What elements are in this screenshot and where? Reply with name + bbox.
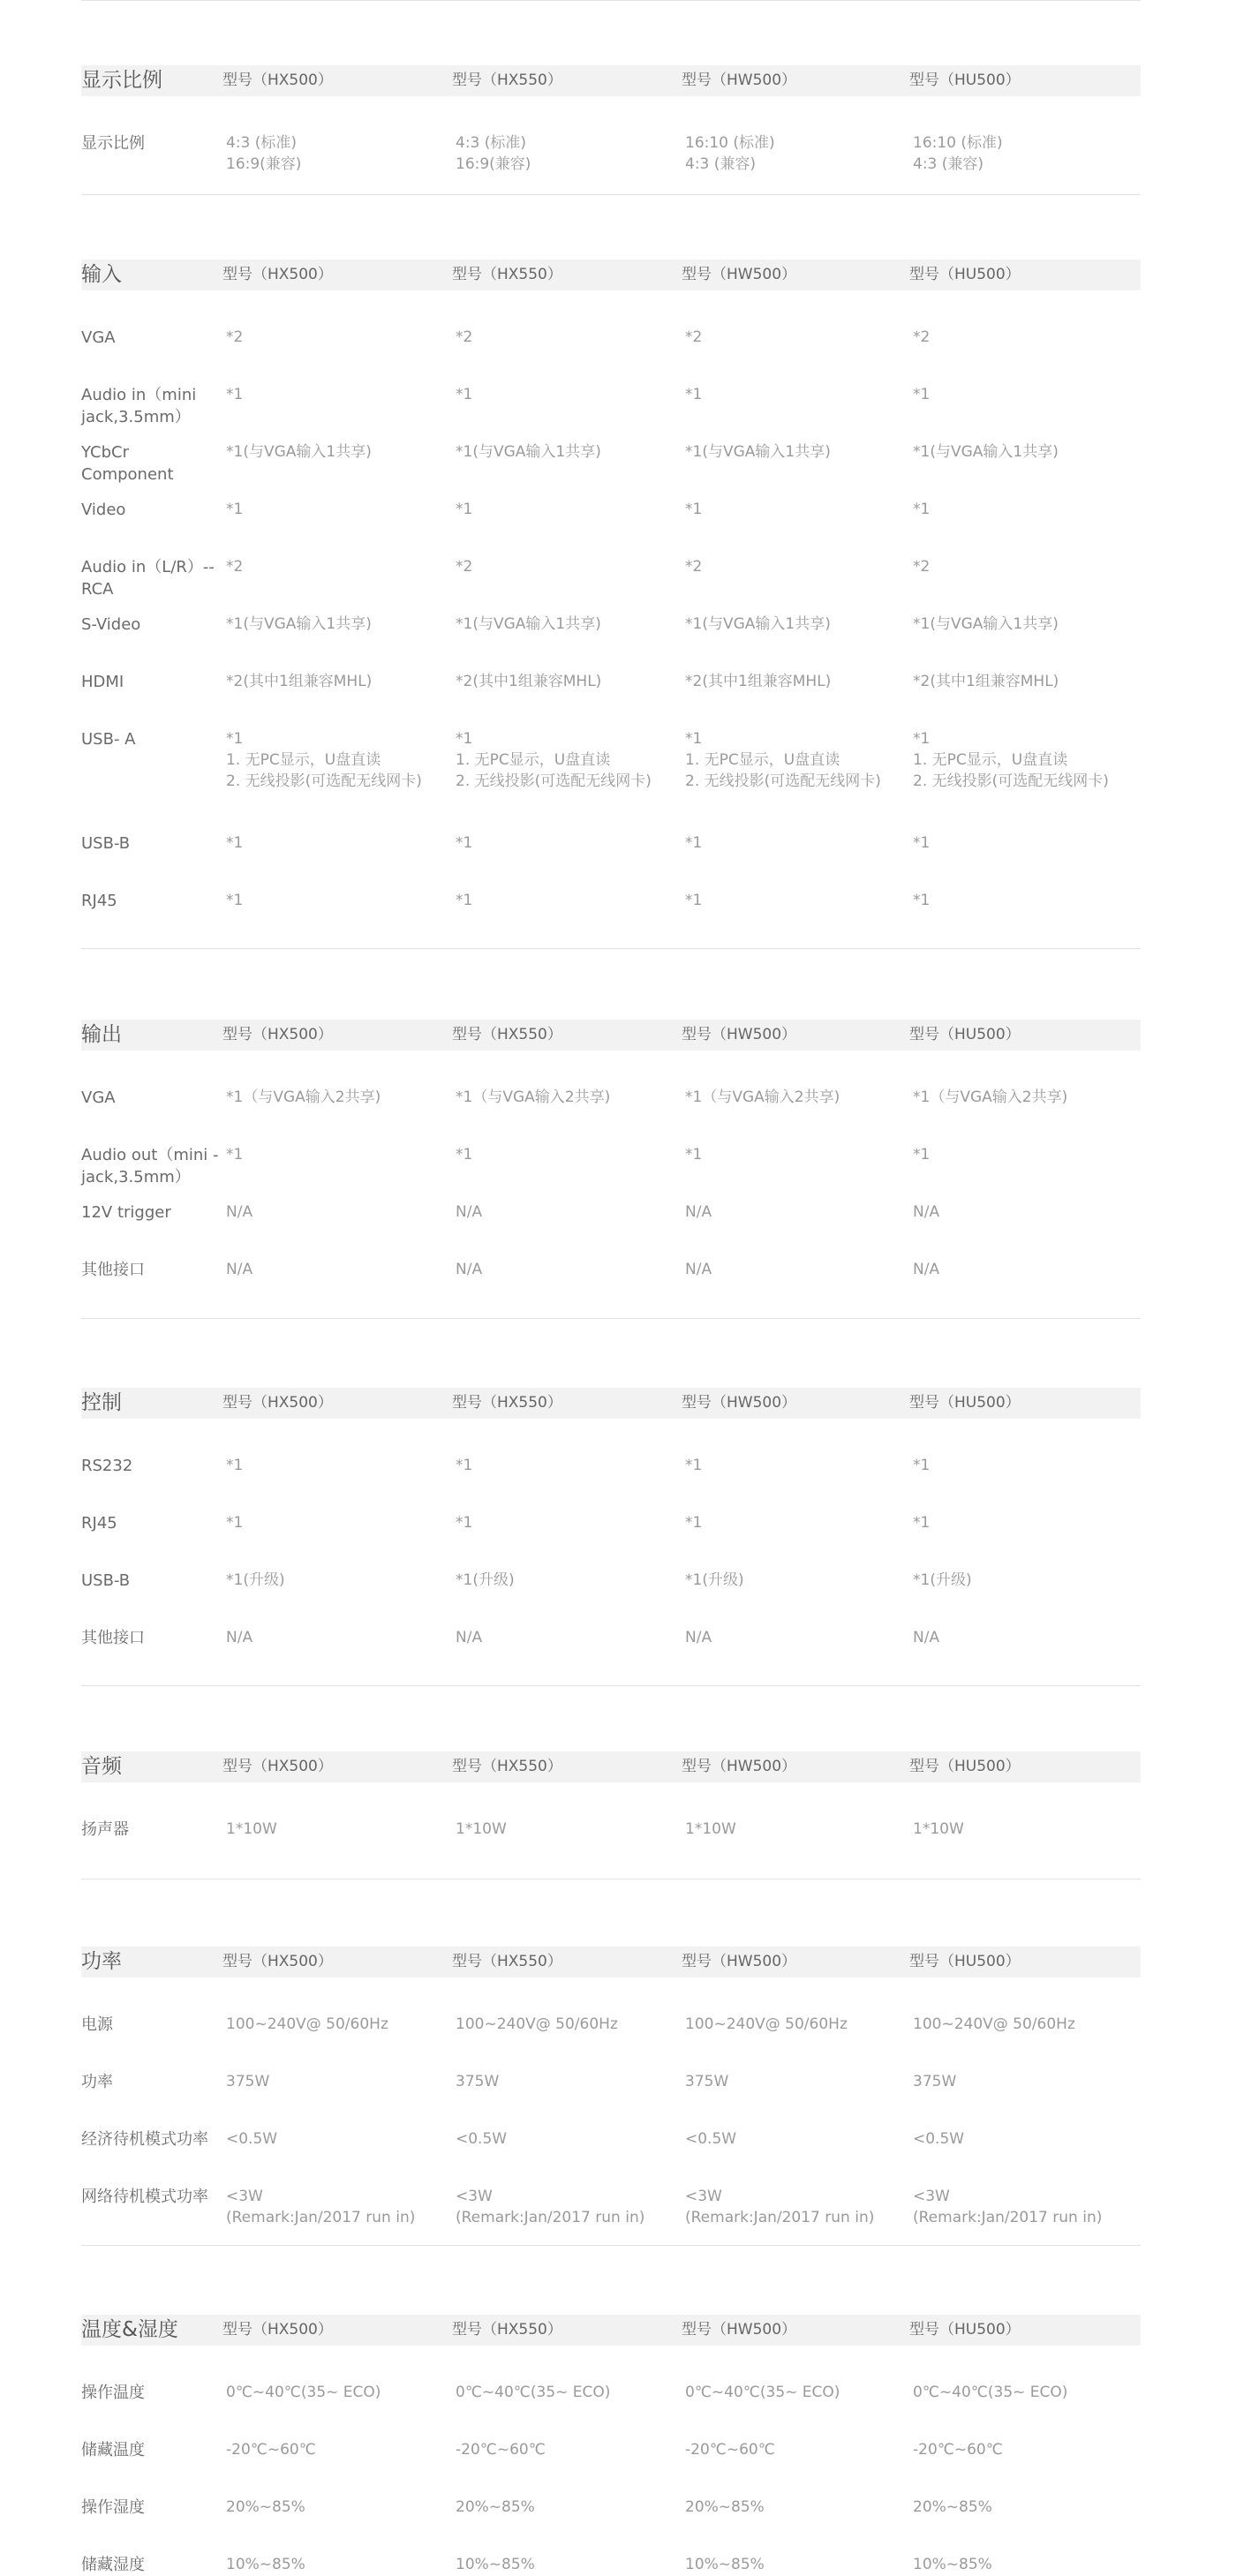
section-header <box>81 260 1141 290</box>
spec-value: *1(与VGA输入1共享) <box>685 443 831 461</box>
model-column-header: 型号（HW500） <box>682 1758 797 1775</box>
model-column-header: 型号（HX500） <box>222 1758 333 1775</box>
spec-value: 20%~85% <box>456 2498 535 2516</box>
spec-label: Video <box>81 501 126 519</box>
spec-value: *1 <box>456 892 473 909</box>
section-title: 控制 <box>81 1391 122 1414</box>
spec-value: *1 <box>456 834 473 852</box>
spec-value: *2(其中1组兼容MHL) <box>685 673 832 690</box>
model-column-header: 型号（HX550） <box>452 1026 562 1043</box>
spec-value: 375W <box>913 2073 957 2090</box>
spec-value: *1（与VGA输入2共享) <box>456 1088 611 1106</box>
spec-value: *2(其中1组兼容MHL) <box>226 673 373 690</box>
spec-label: RJ45 <box>81 892 117 910</box>
spec-value: 20%~85% <box>913 2498 992 2516</box>
spec-section <box>81 1751 1141 1839</box>
model-column-header: 型号（HU500） <box>909 1953 1021 1970</box>
spec-value: *2 <box>685 558 703 576</box>
spec-value: *2 <box>226 328 244 346</box>
spec-section <box>81 65 1141 173</box>
spec-value: 1*10W <box>226 1820 277 1838</box>
spec-value: *1(与VGA输入1共享) <box>685 615 831 633</box>
spec-value: *1 <box>913 1514 931 1532</box>
spec-value: 0℃~40℃(35~ ECO) <box>913 2384 1068 2401</box>
section-title: 功率 <box>81 1950 122 1973</box>
spec-value: N/A <box>913 1261 940 1278</box>
spec-value: *1(升级) <box>913 1571 972 1589</box>
spec-value: N/A <box>456 1203 483 1221</box>
spec-label: 其他接口 <box>81 1629 145 1647</box>
spec-value: 100~240V@ 50/60Hz <box>226 2015 388 2033</box>
model-column-header: 型号（HU500） <box>909 1026 1021 1043</box>
model-column-header: 型号（HX550） <box>452 1394 562 1412</box>
spec-value: *1 <box>913 501 931 518</box>
spec-value: 375W <box>456 2073 500 2090</box>
spec-value: *2 <box>456 328 473 346</box>
spec-section <box>81 1947 1141 2226</box>
spec-value: 10%~85% <box>685 2556 765 2573</box>
spec-value: 0℃~40℃(35~ ECO) <box>456 2384 611 2401</box>
spec-value: <0.5W <box>456 2130 508 2148</box>
spec-section <box>81 1388 1141 1647</box>
spec-value: *1 <box>685 1457 703 1474</box>
spec-value: 10%~85% <box>913 2556 992 2573</box>
spec-value: N/A <box>913 1629 940 1646</box>
spec-value: 16:10 (标准) 4:3 (兼容) <box>685 134 775 173</box>
spec-value: *2(其中1组兼容MHL) <box>456 673 602 690</box>
spec-value: 1*10W <box>456 1820 507 1838</box>
spec-value: *1 1. 无PC显示，U盘直读 2. 无线投影(可选配无线网卡) <box>685 730 881 790</box>
spec-label: 储藏温度 <box>81 2441 145 2459</box>
model-column-header: 型号（HX550） <box>452 2321 562 2339</box>
model-column-header: 型号（HW500） <box>682 1026 797 1043</box>
section-header <box>81 1388 1141 1419</box>
spec-section <box>81 1020 1141 1279</box>
spec-label: 电源 <box>81 2015 113 2034</box>
spec-value: *1 <box>685 1146 703 1164</box>
model-column-header: 型号（HU500） <box>909 1394 1021 1412</box>
spec-value: *1 <box>456 1514 473 1532</box>
spec-label: 网络待机模式功率 <box>81 2188 208 2206</box>
spec-value: *1(升级) <box>226 1571 285 1589</box>
model-column-header: 型号（HU500） <box>909 72 1021 89</box>
spec-value: -20℃~60℃ <box>913 2441 1003 2459</box>
model-column-header: 型号（HU500） <box>909 1758 1021 1775</box>
model-column-header: 型号（HX550） <box>452 1758 562 1775</box>
spec-label: USB- A <box>81 730 136 749</box>
spec-label: S-Video <box>81 615 141 634</box>
spec-value: <0.5W <box>913 2130 965 2148</box>
model-column-header: 型号（HW500） <box>682 2321 797 2339</box>
section-header <box>81 1020 1141 1051</box>
spec-label: 经济待机模式功率 <box>81 2130 208 2149</box>
model-column-header: 型号（HX500） <box>222 2321 333 2339</box>
spec-value: 20%~85% <box>226 2498 305 2516</box>
spec-value: 1*10W <box>913 1820 964 1838</box>
spec-value: *1（与VGA输入2共享) <box>226 1088 381 1106</box>
spec-label: 扬声器 <box>81 1820 129 1839</box>
spec-value: 0℃~40℃(35~ ECO) <box>685 2384 840 2401</box>
spec-value: 10%~85% <box>456 2556 535 2573</box>
spec-value: *1 <box>913 1457 931 1474</box>
spec-value: 100~240V@ 50/60Hz <box>913 2015 1075 2033</box>
spec-value: *1(与VGA输入1共享) <box>456 615 601 633</box>
spec-value: 4:3 (标准) 16:9(兼容) <box>456 134 531 173</box>
spec-value: *2 <box>685 328 703 346</box>
spec-value: *2(其中1组兼容MHL) <box>913 673 1059 690</box>
spec-label: VGA <box>81 328 116 347</box>
spec-value: *1 <box>456 1457 473 1474</box>
model-column-header: 型号（HW500） <box>682 1953 797 1970</box>
section-title: 音频 <box>81 1755 122 1778</box>
model-column-header: 型号（HX500） <box>222 72 333 89</box>
spec-value: 100~240V@ 50/60Hz <box>685 2015 848 2033</box>
spec-label: YCbCr Component <box>81 443 174 484</box>
spec-label: USB-B <box>81 834 131 853</box>
spec-value: *1 <box>685 834 703 852</box>
spec-section <box>81 2315 1141 2574</box>
spec-value: *1(升级) <box>456 1571 515 1589</box>
spec-label: Audio out（mini -jack,3.5mm） <box>81 1146 219 1186</box>
section-title: 温度&湿度 <box>81 2318 178 2341</box>
spec-label: Audio in（L/R）--RCA <box>81 558 215 599</box>
section-title: 输入 <box>81 263 122 286</box>
spec-label: RS232 <box>81 1457 133 1475</box>
spec-value: -20℃~60℃ <box>685 2441 775 2459</box>
model-column-header: 型号（HW500） <box>682 1394 797 1412</box>
spec-value: *1(与VGA输入1共享) <box>913 615 1059 633</box>
spec-value: 4:3 (标准) 16:9(兼容) <box>226 134 302 173</box>
spec-value: <3W (Remark:Jan/2017 run in) <box>226 2188 416 2226</box>
model-column-header: 型号（HX500） <box>222 266 333 283</box>
spec-section <box>81 260 1141 910</box>
spec-value: *1(与VGA输入1共享) <box>913 443 1059 461</box>
spec-value: 16:10 (标准) 4:3 (兼容) <box>913 134 1003 173</box>
top-divider <box>81 0 1141 1</box>
spec-value: N/A <box>685 1203 712 1221</box>
spec-label: 12V trigger <box>81 1203 171 1222</box>
spec-label: VGA <box>81 1088 116 1107</box>
spec-value: *1 <box>456 386 473 403</box>
model-column-header: 型号（HU500） <box>909 266 1021 283</box>
model-column-header: 型号（HX500） <box>222 1026 333 1043</box>
spec-value: *1(与VGA输入1共享) <box>226 443 372 461</box>
spec-label: 显示比例 <box>81 134 145 153</box>
spec-value: -20℃~60℃ <box>226 2441 316 2459</box>
spec-value: 10%~85% <box>226 2556 305 2573</box>
model-column-header: 型号（HW500） <box>682 72 797 89</box>
spec-value: 375W <box>226 2073 270 2090</box>
spec-value: *1(升级) <box>685 1571 744 1589</box>
section-divider <box>81 194 1141 195</box>
spec-value: *1 <box>913 386 931 403</box>
spec-value: N/A <box>685 1629 712 1646</box>
spec-value: *2 <box>226 558 244 576</box>
spec-value: -20℃~60℃ <box>456 2441 546 2459</box>
spec-value: *1 <box>456 1146 473 1164</box>
spec-value: *1 <box>685 386 703 403</box>
section-title: 显示比例 <box>81 69 162 92</box>
spec-value: *1 <box>226 386 244 403</box>
spec-value: 20%~85% <box>685 2498 765 2516</box>
spec-value: *1 1. 无PC显示，U盘直读 2. 无线投影(可选配无线网卡) <box>913 730 1109 790</box>
spec-value: N/A <box>226 1261 253 1278</box>
section-header <box>81 1751 1141 1782</box>
spec-value: N/A <box>913 1203 940 1221</box>
section-header <box>81 1947 1141 1977</box>
spec-value: <0.5W <box>226 2130 278 2148</box>
spec-value: *1(与VGA输入1共享) <box>456 443 601 461</box>
spec-value: *1 <box>685 1514 703 1532</box>
spec-label: 操作湿度 <box>81 2498 145 2517</box>
model-column-header: 型号（HX550） <box>452 266 562 283</box>
spec-value: *1（与VGA输入2共享) <box>913 1088 1068 1106</box>
model-column-header: 型号（HW500） <box>682 266 797 283</box>
model-column-header: 型号（HX550） <box>452 1953 562 1970</box>
spec-value: 1*10W <box>685 1820 736 1838</box>
model-column-header: 型号（HX550） <box>452 72 562 89</box>
spec-value: *1 <box>456 501 473 518</box>
spec-value: <3W (Remark:Jan/2017 run in) <box>456 2188 645 2226</box>
model-column-header: 型号（HU500） <box>909 2321 1021 2339</box>
section-divider <box>81 1318 1141 1319</box>
spec-value: N/A <box>685 1261 712 1278</box>
spec-value: 0℃~40℃(35~ ECO) <box>226 2384 381 2401</box>
spec-value: <3W (Remark:Jan/2017 run in) <box>913 2188 1103 2226</box>
spec-value: N/A <box>456 1261 483 1278</box>
section-header <box>81 65 1141 96</box>
spec-label: Audio in（mini jack,3.5mm） <box>81 386 197 426</box>
spec-value: *2 <box>913 558 931 576</box>
spec-value: *2 <box>913 328 931 346</box>
spec-value: *1（与VGA输入2共享) <box>685 1088 840 1106</box>
spec-value: <0.5W <box>685 2130 737 2148</box>
spec-value: *1 <box>226 1514 244 1532</box>
spec-value: *1(与VGA输入1共享) <box>226 615 372 633</box>
spec-value: N/A <box>226 1629 253 1646</box>
spec-value: *1 <box>226 834 244 852</box>
section-header <box>81 2315 1141 2346</box>
spec-value: *1 <box>685 501 703 518</box>
spec-value: *2 <box>456 558 473 576</box>
spec-value: N/A <box>226 1203 253 1221</box>
spec-value: *1 <box>685 892 703 909</box>
model-column-header: 型号（HX500） <box>222 1394 333 1412</box>
spec-label: RJ45 <box>81 1514 117 1533</box>
spec-value: *1 <box>913 892 931 909</box>
spec-value: *1 <box>913 1146 931 1164</box>
spec-label: 功率 <box>81 2073 113 2091</box>
spec-label: HDMI <box>81 673 124 691</box>
spec-value: *1 <box>913 834 931 852</box>
spec-label: 操作温度 <box>81 2384 145 2402</box>
section-title: 输出 <box>81 1023 122 1046</box>
spec-label: 其他接口 <box>81 1261 145 1279</box>
spec-value: *1 <box>226 1457 244 1474</box>
spec-value: N/A <box>456 1629 483 1646</box>
model-column-header: 型号（HX500） <box>222 1953 333 1970</box>
spec-value: *1 <box>226 501 244 518</box>
spec-value: *1 <box>226 892 244 909</box>
spec-value: *1 1. 无PC显示，U盘直读 2. 无线投影(可选配无线网卡) <box>226 730 422 790</box>
spec-label: USB-B <box>81 1571 131 1590</box>
section-divider <box>81 2245 1141 2246</box>
spec-value: 100~240V@ 50/60Hz <box>456 2015 618 2033</box>
spec-value: *1 1. 无PC显示，U盘直读 2. 无线投影(可选配无线网卡) <box>456 730 652 790</box>
spec-label: 储藏湿度 <box>81 2556 145 2574</box>
spec-value: 375W <box>685 2073 729 2090</box>
spec-value: <3W (Remark:Jan/2017 run in) <box>685 2188 875 2226</box>
section-divider <box>81 1685 1141 1686</box>
section-divider <box>81 948 1141 949</box>
spec-value: *1 <box>226 1146 244 1164</box>
